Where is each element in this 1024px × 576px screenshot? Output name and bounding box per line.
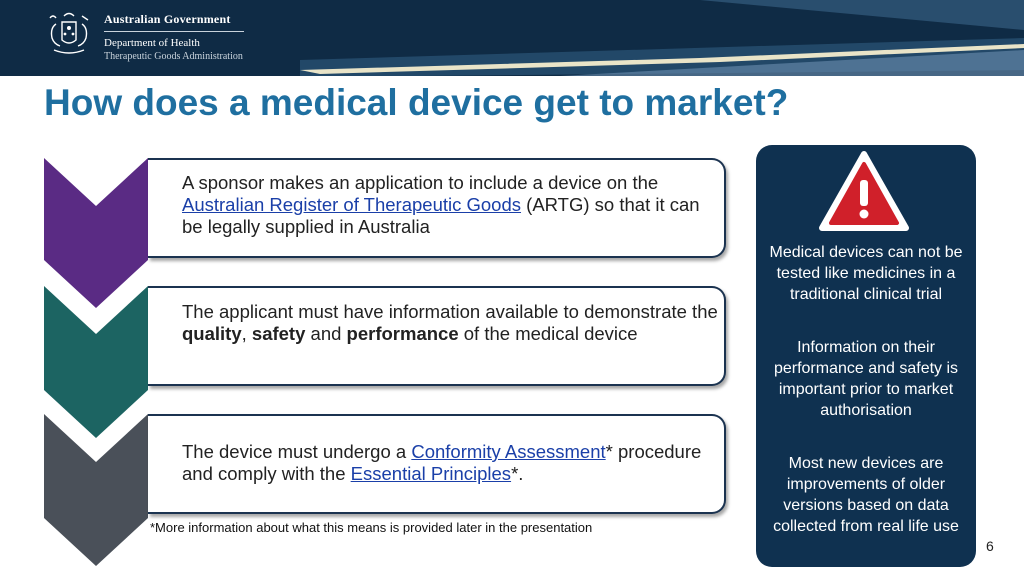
page-title: How does a medical device get to market?: [44, 82, 789, 123]
step-2-emphasis: quality: [182, 323, 242, 344]
page-number: 6: [986, 538, 994, 554]
step-3-text: [182, 441, 722, 485]
step-3-text-segment: The device must undergo a: [182, 441, 412, 462]
panel-paragraph-3: Most new devices are improvements of older versions based on data collected from real life use: [773, 455, 959, 535]
agency-name: Therapeutic Goods Administration: [104, 51, 243, 62]
step-1-link[interactable]: Australian Register of Therapeutic Goods: [182, 194, 522, 215]
footnote: *More information about what this means is provided later in the presentation: [150, 520, 593, 535]
step-2-emphasis: safety: [251, 323, 306, 344]
warning-icon: [818, 150, 910, 232]
step-1-text-segment: (ARTG) so that it can be legally supplied in Australia: [182, 194, 700, 237]
step-3-text-segment: *.: [511, 463, 524, 484]
coat-of-arms-icon: [44, 8, 94, 60]
step-3-link[interactable]: Essential Principles: [350, 463, 512, 484]
step-2-emphasis: performance: [346, 323, 459, 344]
step-3-link[interactable]: Conformity Assessment: [411, 441, 606, 462]
step-3-text-segment: * procedure and comply with the: [182, 441, 702, 484]
step-2-text-segment: ,: [241, 323, 252, 344]
step-1-text-segment: A sponsor makes an application to include a device on the: [182, 172, 659, 193]
branding-divider: [104, 31, 244, 32]
step-3-chevron: [44, 414, 148, 566]
department-name: Department of Health: [104, 37, 200, 49]
step-1-text: [182, 172, 722, 238]
step-2-text: [182, 301, 722, 345]
panel-paragraph-1: Medical devices can not be tested like medicines in a traditional clinical trial: [769, 244, 963, 303]
panel-paragraph-2: Information on their performance and safety is important prior to market authorisation: [773, 339, 959, 419]
step-2-text-segment: The applicant must have information available to demonstrate the: [182, 301, 718, 322]
step-2-text-segment: and: [305, 323, 347, 344]
government-name: Australian Government: [104, 12, 231, 26]
government-branding: [104, 12, 244, 62]
step-2-text-segment: of the medical device: [458, 323, 638, 344]
